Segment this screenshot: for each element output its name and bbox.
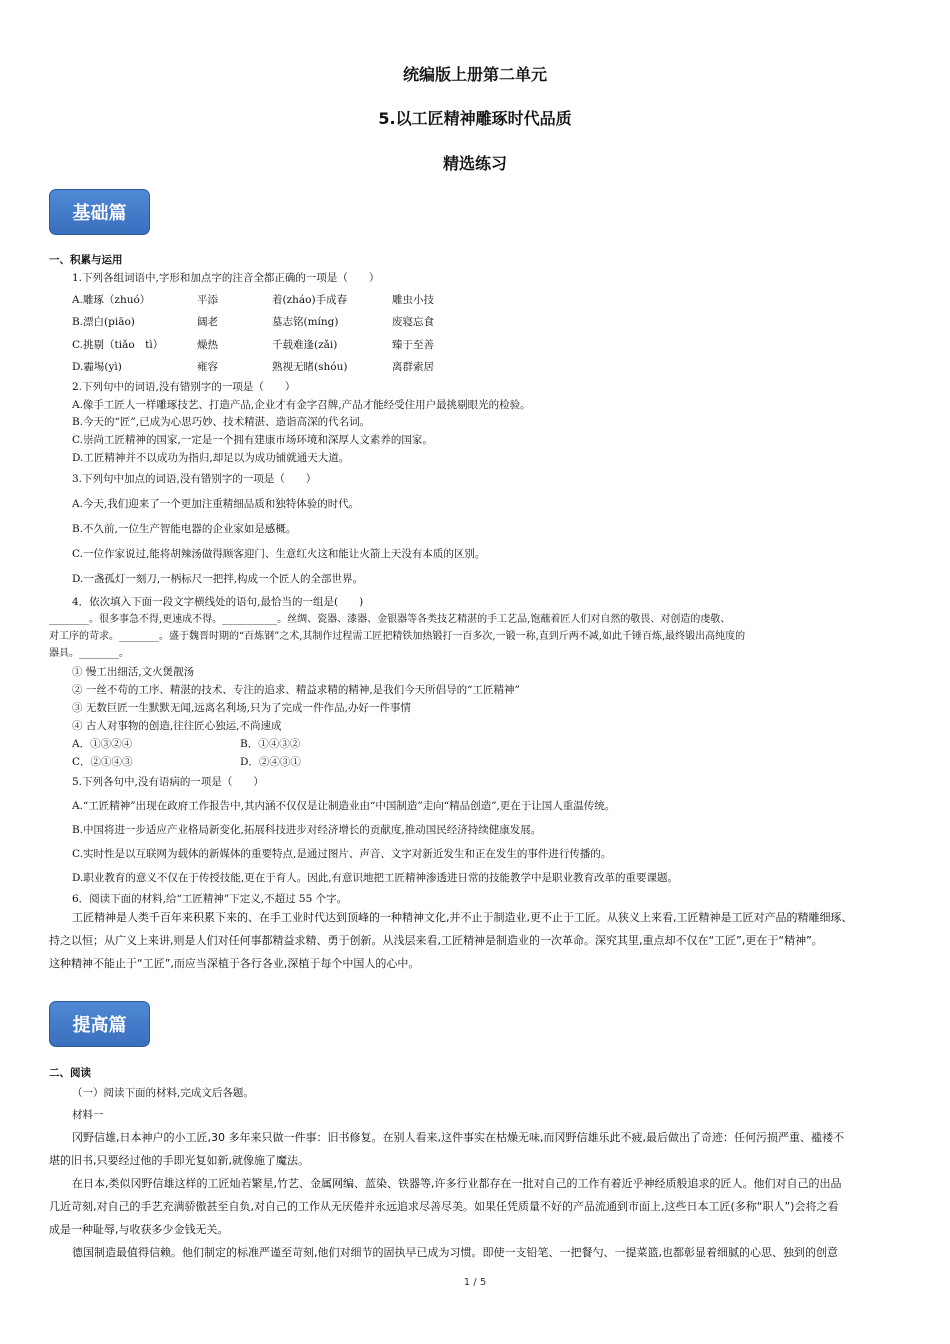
option-b: B.不久前,一位生产智能电器的企业家如是感概。: [72, 523, 297, 535]
option-a: A.今天,我们迎来了一个更加注重精细品质和独特体验的时代。: [72, 498, 360, 510]
option-d: D.一盏孤灯一刻刀,一柄标尺一把拌,构成一个匠人的全部世界。: [72, 573, 364, 585]
question-stem: 5.下列各句中,没有语病的一项是（ ）: [72, 776, 264, 788]
option-b: B.中国将进一步适应产业格局新变化,拓展科技进步对经济增长的贡献度,推动国民经济持续健康发展。: [72, 824, 542, 836]
passage-line: 对工序的苛求。________。盛于魏晋时期的“百炼钢”之术,其制作过程需工匠把精铁加热锻打一百多次,一锻一称,直到斤两不减,如此千锤百炼,最终锻出高纯度的: [49, 631, 746, 642]
passage-line: ________。很多事急不得,更速成不得。___________。丝绸、瓷器、漆器、金银器等各类技艺精湛的手工艺品,饱蘸着匠人们对自然的敬畏、对创造的虔敬、: [49, 614, 731, 625]
option-a-word1: A.雕琢（zhuó）: [72, 294, 151, 306]
option-d: D.工匠精神并不以成功为指归,却足以为成功铺就通天大道。: [72, 452, 350, 464]
lesson-title: 5.以工匠精神雕琢时代品质: [378, 109, 572, 128]
passage-line: 在日本,类似冈野信雄这样的工匠灿若繁星,竹艺、金属网编、蓝染、铁器等,许多行业都存在一批对自己的工作有着近乎神经质般追求的匠人。他们对自己的出品: [72, 1177, 842, 1190]
question-stem: 4．依次填入下面一段文字横线处的语句,最恰当的一组是( ): [72, 596, 364, 608]
material-paragraph: [49, 1126, 911, 1264]
passage-line: 成是一种耻辱,与收获多少金钱无关。: [49, 1223, 229, 1236]
sentence-item: ④ 古人对事物的创造,往往匠心独运,不尚速成: [72, 720, 282, 732]
section-heading: 二、阅读: [49, 1067, 91, 1079]
option-c: C.实时性是以互联网为载体的新媒体的重要特点,是通过图片、声音、文字对新近发生和正在发生的事件进行传播的。: [72, 848, 612, 860]
question-stem: 1.下列各组词语中,字形和加点字的注音全都正确的一项是（ ）: [72, 272, 380, 284]
option-c: C.一位作家说过,能将胡辣汤做得顾客迎门、生意红火这和能让火箭上天没有本质的区别。: [72, 548, 486, 560]
option-c: C.崇尚工匠精神的国家,一定是一个拥有建康市场环境和深厚人文素养的国家。: [72, 434, 433, 446]
passage-line: 器具。________。: [49, 648, 129, 659]
sentence-item: ③ 无数巨匠一生默默无闻,远离名利场,只为了完成一件作品,办好一件事情: [72, 702, 411, 714]
option-c-word1: C.挑剔（tiǎo tì）: [72, 339, 164, 351]
passage-line: 堪的旧书,只要经过他的手即光复如新,就像施了魔法。: [49, 1154, 309, 1167]
passage-line: 这种精神不能止于“工匠”,而应当深植于各行各业,深植于每个中国人的心中。: [49, 957, 420, 970]
passage-line: 工匠精神是人类千百年来积累下来的、在手工业时代达到顶峰的一种精神文化,并不止于制造业,更不止于工匠。从狭义上来看,工匠精神是工匠对产品的精雕细琢、: [72, 911, 853, 924]
sentence-item: ① 慢工出细活,文火煲靓汤: [72, 666, 195, 678]
choice-b: B．①④③②: [240, 738, 301, 750]
option-b-word2: 阔老: [197, 316, 218, 328]
option-c-word4: 臻于至善: [392, 339, 434, 351]
option-c-word2: 燥热: [197, 339, 218, 351]
sentence-item: ② 一丝不苟的工序、精湛的技术、专注的追求、精益求精的精神,是我们今天所倡导的“工匠精神”: [72, 684, 520, 696]
option-b: B.今天的“匠”,已成为心思巧妙、技术精湛、造诣高深的代名词。: [72, 416, 371, 428]
option-a-word2: 平添: [197, 294, 218, 306]
option-d-word2: 雍容: [197, 361, 218, 373]
section-heading: 一、积累与运用: [49, 254, 123, 266]
basic-section-banner: 基础篇: [49, 189, 150, 235]
page-number: 1 / 5: [463, 1277, 487, 1288]
advanced-section-banner: 提高篇: [49, 1001, 150, 1047]
question-stem: 2.下列句中的词语,没有错别字的一项是（ ）: [72, 381, 296, 393]
option-d: D.职业教育的意义不仅在于传授技能,更在于育人。因此,有意识地把工匠精神渗透进日常的技能教学中是职业教育改革的重要课题。: [72, 872, 679, 884]
document-title: 统编版上册第二单元: [402, 65, 547, 84]
choice-a: A．①③②④: [72, 738, 133, 750]
option-b-word3: 墓志铭(míng): [272, 316, 339, 328]
option-d-word3: 熟视无睹(shóu): [272, 361, 348, 373]
option-d-word1: D.霾埸(yì): [72, 361, 122, 373]
choice-c: C．②①④③: [72, 756, 133, 768]
option-b-word1: B.漂白(piāo): [72, 316, 135, 328]
option-d-word4: 离群索居: [392, 361, 434, 373]
question-stem: 3.下列句中加点的词语,没有错别字的一项是（ ）: [72, 473, 317, 485]
reading-passage: [49, 906, 911, 975]
option-a: A.“工匠精神”出现在政府工作报告中,其内涵不仅仅是让制造业由“中国制造”走向“精品创造”,更在于让国人重温传统。: [72, 800, 616, 812]
passage-line: 几近苛刻,对自己的手艺充满骄傲甚至自负,对自己的工作从无厌倦并永远追求尽善尽美。如果任凭质量不好的产品流通到市面上,这些日本工匠(多称“职人”)会将之看: [49, 1200, 839, 1213]
passage-line: 冈野信雄,日本神户的小工匠,30 多年来只做一件事：旧书修复。在别人看来,这件事实在枯燥无味,而冈野信雄乐此不疲,最后做出了奇迹：任何污损严重、褴褛不: [72, 1131, 844, 1144]
option-a: A.像手工匠人一样雕琢技艺、打造产品,企业才有金字召牌,产品才能经受住用户最挑剔眼光的检验。: [72, 399, 531, 411]
passage-line: 德国制造最值得信赖。他们制定的标准严谨至苛刻,他们对细节的固执早已成为习惯。即使一支铅笔、一把餐勺、一提菜篮,也都彰显着细腻的心思、独到的创意: [72, 1246, 838, 1259]
choice-d: D．②④③①: [240, 756, 301, 768]
exercise-title: 精选练习: [442, 154, 507, 173]
passage-line: 持之以恒；从广义上来讲,则是人们对任何事都精益求精、勇于创新。从浅层来看,工匠精神是制造业的一次革命。深究其里,重点却不仅在“工匠”,更在于“精神”。: [49, 934, 823, 947]
question-stem: 6．阅读下面的材料,给“工匠精神”下定义,不超过 55 个字。: [72, 893, 348, 905]
material-label: 材料一: [72, 1109, 104, 1121]
option-c-word3: 千载难逢(zǎi): [272, 339, 338, 351]
reading-intro: （一）阅读下面的材料,完成文后各题。: [72, 1087, 254, 1099]
option-b-word4: 废寝忘食: [392, 316, 434, 328]
option-a-word4: 雕虫小技: [392, 294, 434, 306]
option-a-word3: 着(zháo)手成春: [272, 294, 348, 306]
